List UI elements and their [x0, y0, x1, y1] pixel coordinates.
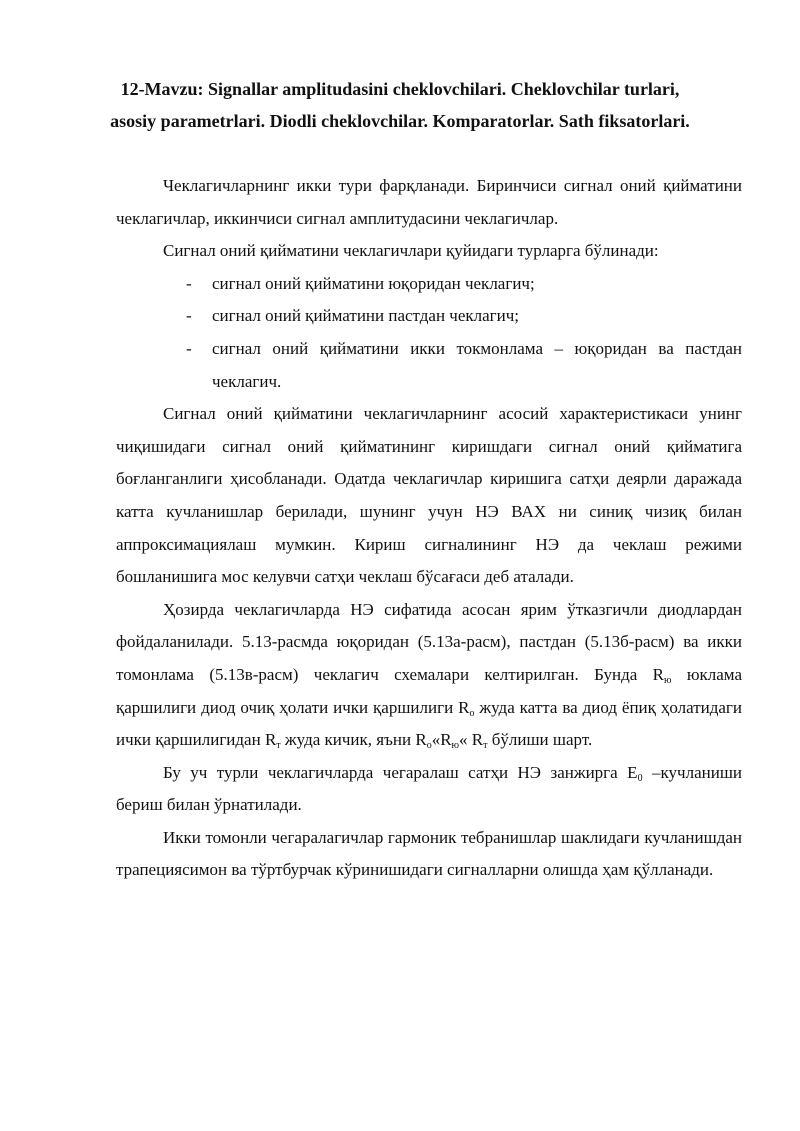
- subscript: ю: [663, 674, 672, 686]
- paragraph-4-text: « R: [459, 730, 484, 750]
- paragraph-5: [116, 757, 742, 822]
- list-item: [116, 268, 742, 301]
- list-item: [116, 300, 742, 333]
- document-body: [116, 170, 742, 887]
- paragraph-4-text: Ҳозирда чеклагичларда НЭ сифатида асосан ярим ўтказгичли диодлардан фойдаланилади. 5.13-расмда юқоридан (5.13а-расм), пастдан (5.13б-расм) ва икки томонлама (5.13в-расм) чеклагич схемалари келтирилган. Бунда R: [116, 599, 742, 684]
- bullet-dash: -: [186, 338, 192, 358]
- subscript: т: [483, 740, 488, 752]
- subscript: ю: [451, 740, 460, 752]
- title-line-1: 12-Mavzu: Signallar amplitudasini cheklovchilari. Cheklovchilar turlari,: [120, 79, 680, 99]
- list-item-text: сигнал оний қийматини юқоридан чеклагич;: [212, 273, 535, 293]
- paragraph-4-text: «R: [431, 730, 452, 750]
- paragraph-4-text: юклама қаршилиги диод очиқ ҳолати ички қаршилиги R: [116, 664, 742, 717]
- bullet-dash: -: [186, 273, 192, 293]
- page-title: [100, 73, 700, 137]
- subscript: о: [426, 740, 432, 752]
- paragraph-3: Сигнал оний қийматини чеклагичларнинг асосий характеристикаси унинг чиқишидаги сигнал оний қийматининг киришдаги сигнал оний қийматига боғланганлиги ҳисобланади. Одатда чеклагичлар киришига сатҳи деярли даражада катта кучланишлар берилади, шунинг учун НЭ ВАХ ни синиқ чизиқ билан аппроксимациялаш мумкин. Кириш сигналининг НЭ да чеклаш режими бошланишига мос келувчи сатҳи чеклаш бўсағаси деб аталади.: [116, 404, 742, 587]
- paragraph-5-text: –кучланиши бериш билан ўрнатилади.: [116, 762, 743, 815]
- paragraph-1: Чеклагичларнинг икки тури фарқланади. Биринчиси сигнал оний қийматини чеклагичлар, иккинчиси сигнал амплитудасини чеклагичлар.: [116, 176, 742, 228]
- subscript: о: [469, 707, 475, 719]
- paragraph-5-text: Бу уч турли чеклагичларда чегаралаш сатҳи НЭ занжирга E: [163, 762, 638, 782]
- title-line-2: asosiy parametrlari. Diodli cheklovchilar. Komparatorlar. Sath fiksatorlari.: [110, 111, 690, 131]
- list-item: [116, 333, 742, 398]
- subscript: т: [276, 740, 281, 752]
- bullet-list: [116, 268, 742, 398]
- paragraph-4-text: жуда катта ва диод ёпиқ ҳолатидаги ички қаршилигидан R: [116, 697, 743, 750]
- paragraph-4: [116, 594, 742, 757]
- bullet-dash: -: [186, 306, 192, 326]
- subscript: 0: [637, 772, 643, 784]
- paragraph-4-text: жуда кичик, яъни R: [280, 730, 427, 750]
- list-item-text: сигнал оний қийматини икки токмонлама – юқоридан ва пастдан чеклагич.: [212, 338, 742, 391]
- paragraph-4-text: бўлиши шарт.: [487, 730, 593, 750]
- paragraph-2: Сигнал оний қийматини чеклагичлари қуйидаги турларга бўлинади:: [163, 241, 659, 261]
- paragraph-6: Икки томонли чегаралагичлар гармоник тебранишлар шаклидаги кучланишдан трапециясимон ва тўртбурчак кўринишидаги сигналларни олишда ҳам қўлланади.: [116, 827, 742, 880]
- list-item-text: сигнал оний қийматини пастдан чеклагич;: [212, 306, 520, 326]
